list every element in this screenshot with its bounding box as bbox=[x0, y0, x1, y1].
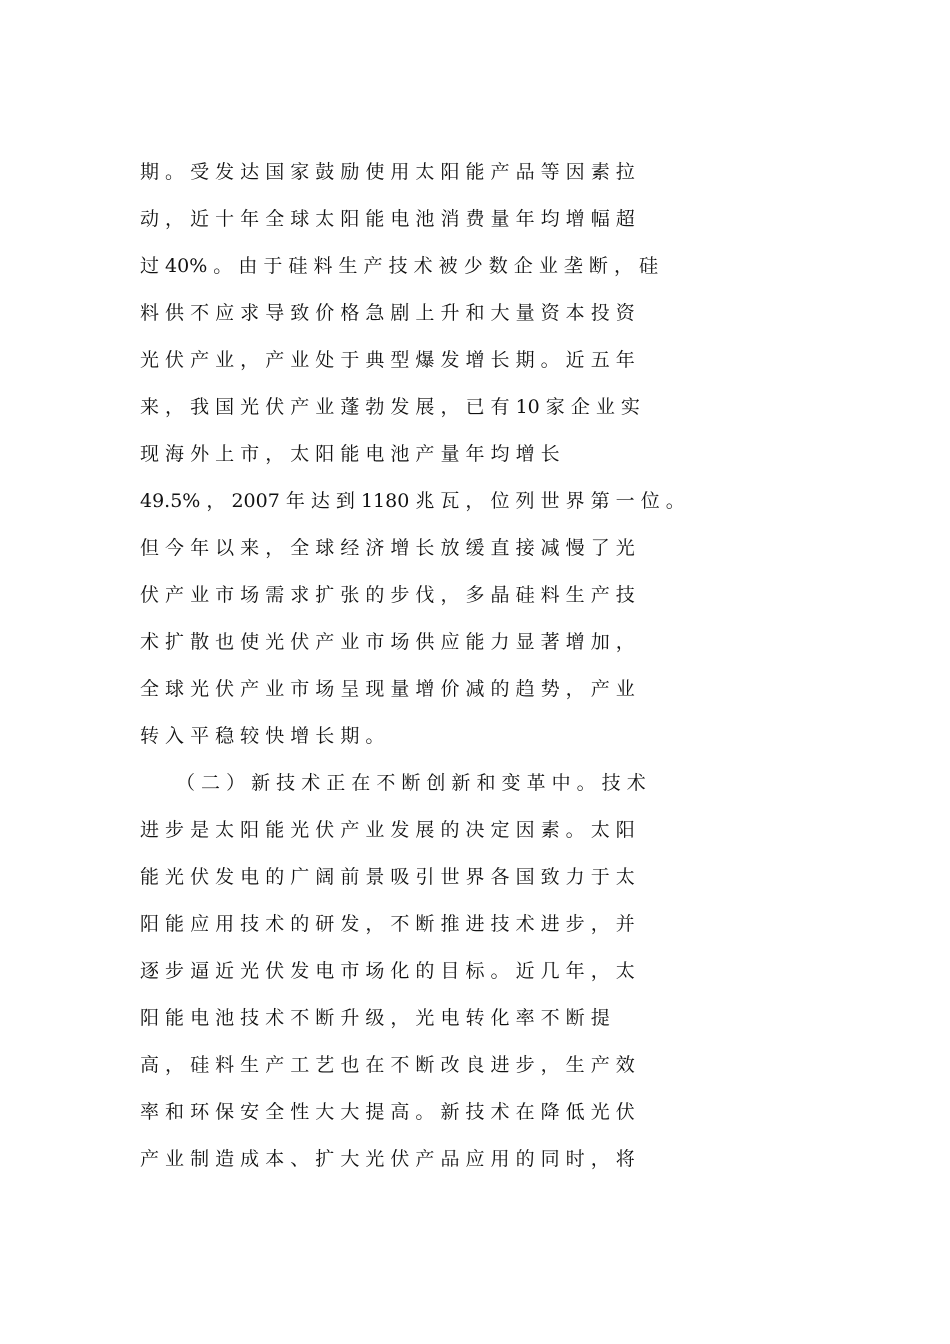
text-line bbox=[140, 1098, 780, 1126]
text-line bbox=[140, 487, 772, 515]
text-line-content: 阳 能 应 用 技 术 的 研 发 ， 不 断 推 进 技 术 进 步 ， 并 bbox=[140, 913, 635, 935]
text-line bbox=[140, 205, 780, 233]
paragraph-first-line bbox=[176, 769, 780, 797]
text-line-content: 现 海 外 上 市 ， 太 阳 能 电 池 产 量 年 均 增 长 bbox=[140, 443, 560, 465]
text-line bbox=[140, 346, 780, 374]
text-line bbox=[140, 1145, 780, 1173]
text-line bbox=[140, 299, 780, 327]
text-line bbox=[140, 1051, 780, 1079]
text-line-content: 来 ， 我 国 光 伏 产 业 蓬 勃 发 展 ， 已 有 10 家 企 业 实 bbox=[140, 396, 640, 418]
text-line-content: 能 光 伏 发 电 的 广 阔 前 景 吸 引 世 界 各 国 致 力 于 太 bbox=[140, 866, 635, 888]
text-line bbox=[140, 910, 780, 938]
text-line-content: 伏 产 业 市 场 需 求 扩 张 的 步 伐 ， 多 晶 硅 料 生 产 技 bbox=[140, 584, 635, 606]
text-line-content: 术 扩 散 也 使 光 伏 产 业 市 场 供 应 能 力 显 著 增 加 ， bbox=[140, 631, 635, 653]
text-line bbox=[140, 440, 682, 468]
text-line bbox=[140, 628, 772, 656]
text-line bbox=[140, 1004, 750, 1032]
text-line-content: 进 步 是 太 阳 能 光 伏 产 业 发 展 的 决 定 因 素 。 太 阳 bbox=[140, 819, 635, 841]
text-line-content: 转 入 平 稳 较 快 增 长 期 。 bbox=[140, 725, 385, 747]
text-line bbox=[140, 816, 780, 844]
text-line bbox=[140, 534, 780, 562]
text-line bbox=[140, 957, 780, 985]
text-line-content: 光 伏 产 业 ， 产 业 处 于 典 型 爆 发 增 长 期 。 近 五 年 bbox=[140, 349, 635, 371]
text-line-content: 阳 能 电 池 技 术 不 断 升 级 ， 光 电 转 化 率 不 断 提 bbox=[140, 1007, 610, 1029]
text-line-content: 动 ， 近 十 年 全 球 太 阳 能 电 池 消 费 量 年 均 增 幅 超 bbox=[140, 208, 635, 230]
text-line-content: 逐 步 逼 近 光 伏 发 电 市 场 化 的 目 标 。 近 几 年 ， 太 bbox=[140, 960, 635, 982]
text-line-content: （ 二 ） 新 技 术 正 在 不 断 创 新 和 变 革 中 。 技 术 bbox=[176, 772, 646, 794]
text-line bbox=[140, 675, 780, 703]
text-line-content: 率 和 环 保 安 全 性 大 大 提 高 。 新 技 术 在 降 低 光 伏 bbox=[140, 1101, 635, 1123]
text-line-content: 高 ， 硅 料 生 产 工 艺 也 在 不 断 改 良 进 步 ， 生 产 效 bbox=[140, 1054, 635, 1076]
text-line-content: 产 业 制 造 成 本 、 扩 大 光 伏 产 品 应 用 的 同 时 ， 将 bbox=[140, 1148, 635, 1170]
text-line-content: 49.5% ， 2007 年 达 到 1180 兆 瓦 ， 位 列 世 界 第 一 位 。 bbox=[140, 490, 685, 512]
text-line-content: 但 今 年 以 来 ， 全 球 经 济 增 长 放 缓 直 接 减 慢 了 光 bbox=[140, 537, 635, 559]
text-line bbox=[140, 252, 798, 280]
text-line bbox=[140, 158, 780, 186]
text-line bbox=[140, 863, 780, 891]
text-line-content: 期 。 受 发 达 国 家 鼓 励 使 用 太 阳 能 产 品 等 因 素 拉 bbox=[140, 161, 635, 183]
text-line-content: 全 球 光 伏 产 业 市 场 呈 现 量 增 价 减 的 趋 势 ， 产 业 bbox=[140, 678, 635, 700]
text-line-content: 过 40% 。 由 于 硅 料 生 产 技 术 被 少 数 企 业 垄 断 ， 硅 bbox=[140, 255, 658, 277]
text-line-content: 料 供 不 应 求 导 致 价 格 急 剧 上 升 和 大 量 资 本 投 资 bbox=[140, 302, 635, 324]
text-line bbox=[140, 581, 780, 609]
text-line bbox=[140, 722, 445, 750]
text-line bbox=[140, 393, 780, 421]
